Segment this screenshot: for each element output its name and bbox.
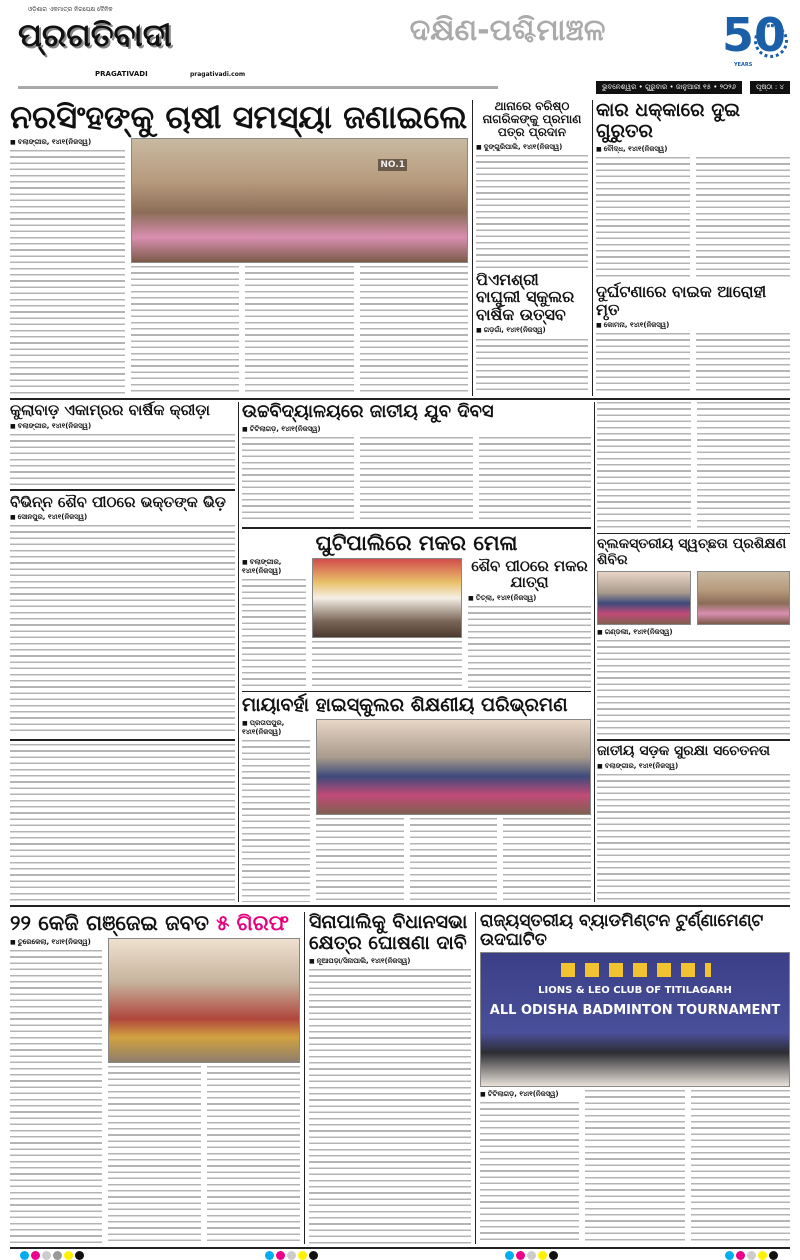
- column-i: [480, 912, 790, 1244]
- article-body: [597, 640, 790, 736]
- article-body: [597, 774, 790, 902]
- date-strip: [596, 81, 790, 94]
- dateline: ■ ପ୍ରତାପପୁର, ୧୪ା୧(ନିଜସ୍ୱ): [242, 719, 310, 737]
- article-body: [10, 744, 235, 902]
- article-body: [10, 950, 102, 1244]
- row-divider: [10, 905, 790, 907]
- dateline: ■ ତିତ୍ଲା, ୧୪ା୧(ନିଜସ୍ୱ): [468, 594, 591, 603]
- logo[interactable]: ପ୍ରଗତିବାଦୀ: [18, 16, 172, 54]
- article-body: [476, 155, 588, 268]
- dateline: ■ ଗଡ଼ଗାଁ, ୧୪ା୧(ନିଜସ୍ୱ): [476, 326, 588, 335]
- headline: କୁଲାବାଡ଼ ଏକାମ୍ରର ବାର୍ଷିକ କ୍ରୀଡ଼ା: [10, 401, 210, 419]
- row-divider: [10, 489, 235, 491]
- tagline: ଓଡ଼ିଶାର ଏକମାତ୍ର ନିରପେକ୍ଷ ଦୈନିକ: [28, 6, 113, 13]
- photo: [108, 938, 300, 1063]
- row-divider: [242, 691, 591, 693]
- headline-accent: ୫ ଗିରଫ: [216, 911, 289, 935]
- headline: [10, 912, 300, 935]
- dateline: ■ ଟିଟିଲାଗଡ଼, ୧୪ା୧(ନିଜସ୍ୱ): [242, 425, 591, 434]
- dateline: ■ ସୋନପୁର, ୧୪ା୧(ନିଜସ୍ୱ): [10, 513, 235, 522]
- column-e: [242, 402, 591, 902]
- column-f: [597, 402, 790, 902]
- dateline: ■ ଦୁଙ୍ଗୁରିପାଲି, ୧୪ା୧(ନିଜସ୍ୱ): [476, 143, 588, 152]
- dateline: ■ ବଲାଙ୍ଗୀର, ୧୪ା୧(ନିଜସ୍ୱ): [597, 762, 790, 771]
- article-body: [596, 333, 690, 395]
- section-title: ଦକ୍ଷିଣ-ପଶ୍ଚିମାଞ୍ଚଳ: [409, 13, 606, 48]
- article-body: [309, 969, 471, 1244]
- masthead: [0, 0, 800, 98]
- headline: ସିନାପାଲିକୁ ବିଧାନସଭା କ୍ଷେତ୍ର ଘୋଷଣା ଦାବି: [309, 911, 468, 954]
- dateline: ■ ଗଣ୍ଡଲୀ, ୧୪ା୧(ନିଜସ୍ୱ): [597, 628, 790, 637]
- article-body: [479, 437, 591, 524]
- dateline: ■ ବୌଦ୍ଧ, ୧୪ା୧(ନିଜସ୍ୱ): [596, 145, 790, 154]
- article-lead: [10, 100, 468, 395]
- headline: ରାଜ୍ୟସ୍ତରୀୟ ବ୍ୟାଡମିଣ୍ଟନ ଟୁର୍ଣ୍ଣାମେଣ୍ଟ ଉଦଘାଟିତ: [480, 911, 764, 950]
- column-divider: [238, 402, 239, 902]
- article-body: [480, 1102, 579, 1244]
- article-body: [410, 818, 498, 902]
- dateline: ■ ଟିଟିଲାଗଡ଼, ୧୪ା୧(ନିଜସ୍ୱ): [480, 1090, 579, 1099]
- article-body: [131, 266, 239, 395]
- header-rule: [18, 86, 498, 89]
- dateline: ■ ତୁରେକେଲା, ୧୪ା୧(ନିଜସ୍ୱ): [10, 938, 102, 947]
- article-body: [312, 641, 462, 688]
- headline: ଜାତୀୟ ସଡ଼କ ସୁରକ୍ଷା ସଚେତନତା: [597, 742, 771, 759]
- bottom-rule: [10, 1247, 790, 1249]
- article-body: [245, 266, 353, 395]
- column-h: [309, 912, 471, 1244]
- article-body: [696, 333, 790, 395]
- dateline: ■ ବଲାଙ୍ଗୀର, ୧୪ା୧(ନିଜସ୍ୱ): [242, 558, 306, 576]
- tournament-banner-photo: [480, 952, 790, 1087]
- article-body: [242, 437, 354, 524]
- headline-main: ୨୨ କେଜି ଗଞ୍ଜେଇ ଜବତ: [10, 911, 209, 935]
- article-body: [10, 150, 125, 395]
- article-body: [503, 818, 591, 902]
- photo: [597, 571, 691, 625]
- headline: ମାୟାବର୍ହା ହାଇସ୍କୁଲର ଶିକ୍ଷଣୀୟ ପରିଭ୍ରମଣ: [242, 694, 568, 716]
- article-body: [691, 1090, 790, 1244]
- headline: ଥାନାରେ ବରିଷ୍ଠ ନାଗରିକଙ୍କୁ ପ୍ରମାଣ ପତ୍ର ପ୍ରଦାନ: [482, 99, 582, 140]
- dateline: ■ ବଲାଙ୍ଗୀର, ୧୪ା୧(ନିଜସ୍ୱ): [10, 138, 125, 147]
- banner-title: ALL ODISHA BADMINTON TOURNAMENT: [489, 1003, 781, 1019]
- row-divider: [10, 739, 235, 741]
- article-body: [596, 157, 690, 280]
- article-body: [360, 266, 468, 395]
- column-divider: [304, 912, 305, 1244]
- date-box: ଭୁବନେଶ୍ୱର • ଗୁରୁବାର • ଜାନୁଆରୀ ୧୫ • ୨୦୨୬: [596, 81, 742, 94]
- dateline: ■ କୋମନା, ୧୪ା୧(ନିଜସ୍ୱ): [596, 321, 790, 330]
- photo: [697, 571, 791, 625]
- row-divider: [597, 533, 790, 535]
- article-body: [207, 1066, 300, 1244]
- article-body: [108, 1066, 201, 1244]
- anniversary-logo: 50 YEARS: [722, 8, 787, 68]
- column-divider: [594, 402, 595, 902]
- article-body: [585, 1090, 684, 1244]
- headline: ବିଭିନ୍ନ ଶୈବ ପୀଠରେ ଭକ୍ତଙ୍କ ଭିଡ଼: [10, 492, 226, 511]
- photo: [312, 558, 462, 638]
- headline: ଦୁର୍ଘଟଣାରେ ବାଇକ ଆରୋହୀ ମୃତ: [596, 282, 767, 319]
- banner-club: LIONS & LEO CLUB OF TITILAGARH: [538, 985, 732, 997]
- headline: ଘୁଟିପାଲିରେ ମକର ମେଳା: [315, 530, 518, 555]
- website: pragativadi.com: [190, 71, 246, 78]
- article-body: [242, 740, 310, 902]
- photo-sign: NO.1: [380, 160, 405, 171]
- article-body: [360, 437, 472, 524]
- logo-latin: PRAGATIVADI: [95, 70, 148, 78]
- article-body: [10, 525, 235, 736]
- photo: [316, 719, 591, 815]
- article-body: [697, 402, 791, 530]
- row-divider: [597, 739, 790, 741]
- article-body: [316, 818, 404, 902]
- row-divider: [10, 398, 790, 400]
- article-body: [476, 339, 588, 395]
- dateline: ■ ବଲାଙ୍ଗୀର, ୧୪ା୧(ନିଜସ୍ୱ): [10, 422, 235, 431]
- column-d: [10, 402, 235, 902]
- column-divider: [472, 100, 473, 396]
- headline: ନରସିଂହଙ୍କୁ ଚାଷୀ ସମସ୍ୟା ଜଣାଇଲେ: [10, 98, 468, 136]
- headline: ଶୈବ ପୀଠରେ ମକର ଯାତ୍ରା: [471, 556, 588, 592]
- article-body: [468, 606, 591, 688]
- photo: [131, 138, 468, 263]
- row-divider: [242, 527, 591, 529]
- page-number: ପୃଷ୍ଠା : ୪: [750, 81, 790, 94]
- column-g: [10, 912, 300, 1244]
- headline: ଉଚ୍ଚବିଦ୍ୟାଳୟରେ ଜାତୀୟ ଯୁବ ଦିବସ: [242, 401, 494, 422]
- article-body: [242, 579, 306, 688]
- headline: ବ୍ଲକସ୍ତରୀୟ ସ୍ୱଚ୍ଛତା ପ୍ରଶିକ୍ଷଣ ଶିବିର: [597, 536, 787, 568]
- headline: ପିଏମଶ୍ରୀ ବାଘୁଲୀ ସ୍କୁଲର ବାର୍ଷିକ ଉତ୍ସବ: [476, 269, 575, 324]
- article-body: [597, 402, 691, 530]
- column-divider: [475, 912, 476, 1244]
- article-body: [696, 157, 790, 280]
- headline: କାର ଧକ୍କାରେ ଦୁଇ ଗୁରୁତର: [596, 99, 741, 142]
- dateline: ■ ନୂଆପଡ଼ା/ସିନାପାଲି, ୧୪ା୧(ନିଜସ୍ୱ): [309, 957, 471, 966]
- article-body: [10, 434, 235, 487]
- column-b: [476, 100, 588, 395]
- column-divider: [592, 100, 593, 396]
- column-c: [596, 100, 790, 395]
